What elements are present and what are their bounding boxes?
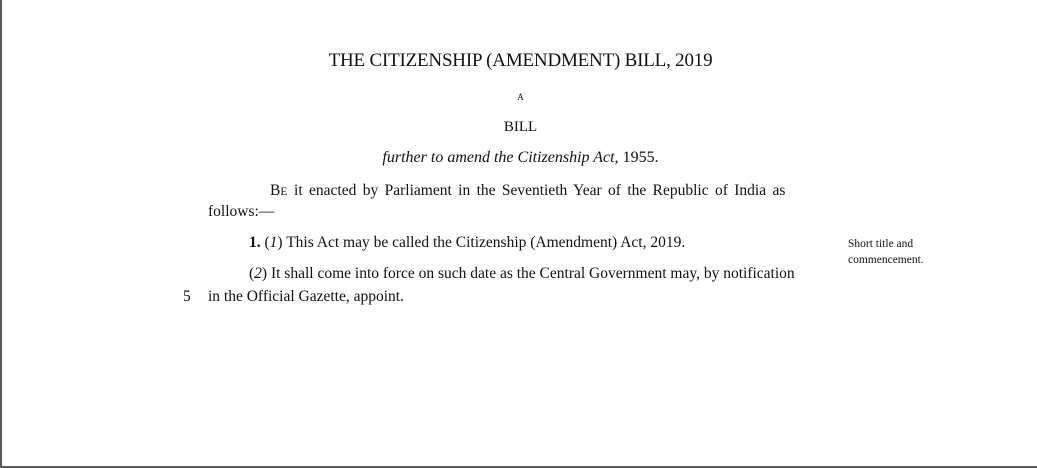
bill-title: THE CITIZENSHIP (AMENDMENT) BILL, 2019 [328, 50, 713, 71]
section-number: 1. [249, 234, 261, 251]
subsection-2-text-line-1: It shall come into force on such date as the Central Government may, by notification [270, 265, 795, 282]
subsection-1-text: This Act may be called the Citizenship (Amendment) Act, 2019. [286, 234, 686, 251]
line-number: 5 [183, 288, 191, 305]
subsection-2-label: (2) [249, 265, 268, 282]
section-1-subsection-2-line-2: in the Official Gazette, appoint. [208, 288, 404, 305]
enacting-clause-text: it enacted by Parliament in the Seventieth Year of the Republic of India as [294, 182, 786, 199]
long-title [2, 149, 1037, 167]
enacting-clause-initial: B [270, 182, 281, 199]
margin-note [848, 236, 924, 268]
enacting-clause-line-2: follows:— [208, 203, 275, 220]
bill-heading: BILL [503, 119, 538, 135]
subsection-1-label: (1) [264, 234, 283, 251]
long-title-year: 1955. [622, 149, 659, 166]
margin-note-line-2: commencement. [848, 254, 924, 266]
section-1-subsection-1 [249, 234, 685, 252]
margin-note-line-1: Short title and [848, 238, 914, 250]
section-1-subsection-2-line-1 [249, 265, 795, 283]
long-title-italic: further to amend the Citizenship Act, [382, 149, 619, 166]
enacting-clause-line-1 [270, 182, 785, 200]
enacting-clause-smallcaps: E [280, 186, 288, 198]
article-a: A [517, 92, 524, 102]
